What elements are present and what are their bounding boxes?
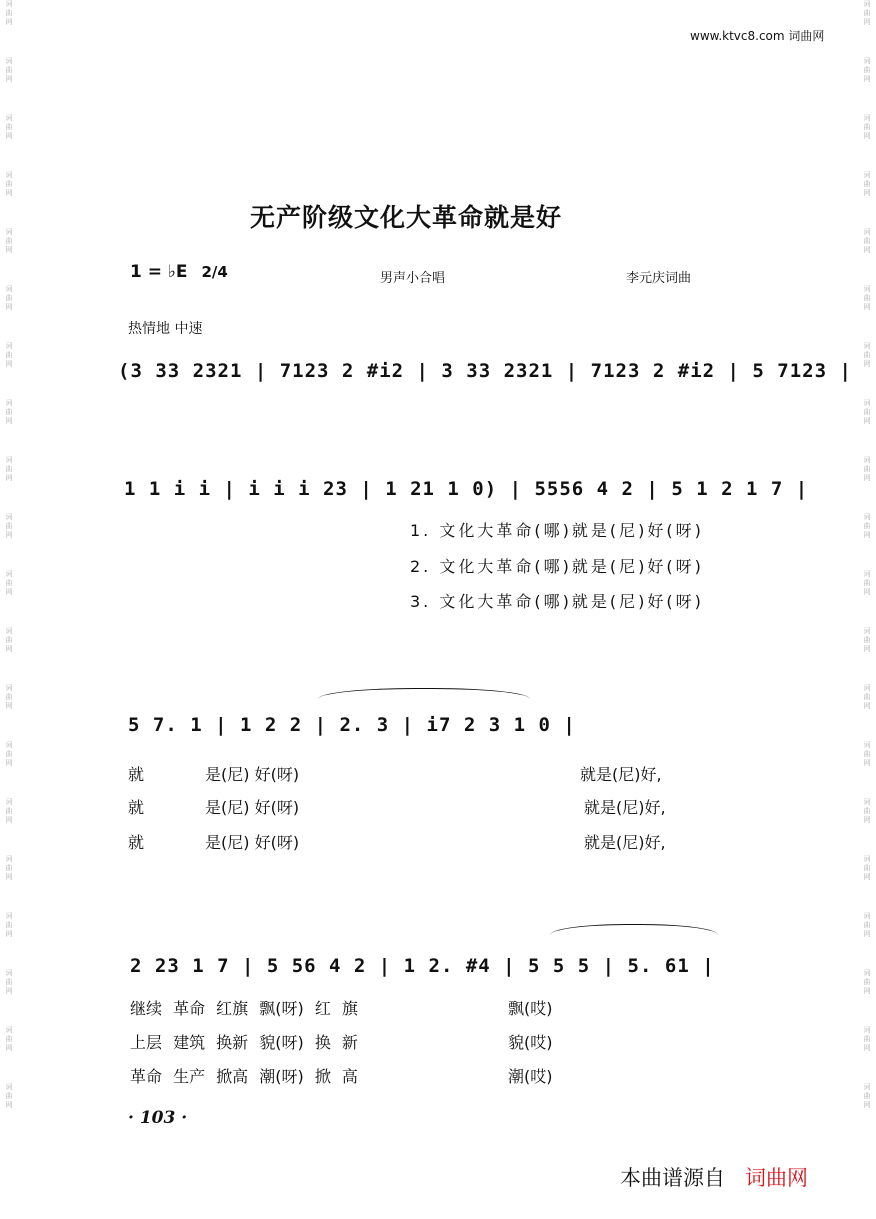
watermark-glyph: 词 曲 网 xyxy=(863,798,871,824)
watermark-glyph: 词 曲 网 xyxy=(5,798,13,824)
lyric-3-1-a: 继续 革命 红旗 飘(呀) 红 旗 xyxy=(130,999,358,1018)
watermark-glyph: 词 曲 网 xyxy=(5,969,13,995)
watermark-glyph: 词 曲 网 xyxy=(5,912,13,938)
watermark-glyph: 词 曲 网 xyxy=(863,741,871,767)
watermark-glyph: 词 曲 网 xyxy=(5,741,13,767)
watermark-glyph: 词 曲 网 xyxy=(5,285,13,311)
watermark-glyph: 词 曲 网 xyxy=(863,627,871,653)
lyric-2-2-a: 就 xyxy=(128,798,145,817)
site-url-text: www.ktvc8.com xyxy=(690,29,785,43)
watermark-glyph: 词 曲 网 xyxy=(863,513,871,539)
watermark-glyph: 词 曲 网 xyxy=(5,228,13,254)
watermark-glyph: 词 曲 网 xyxy=(863,1026,871,1052)
watermark-glyph: 词 曲 网 xyxy=(5,627,13,653)
watermark-glyph: 词 曲 网 xyxy=(863,57,871,83)
page-number: · 103 · xyxy=(128,1108,188,1128)
score-title: 无产阶级文化大革命就是好 xyxy=(250,203,563,232)
left-watermark-strip xyxy=(2,0,16,1219)
composer-credit: 李元庆词曲 xyxy=(626,271,692,286)
watermark-glyph: 词 曲 网 xyxy=(5,399,13,425)
watermark-glyph: 词 曲 网 xyxy=(5,1026,13,1052)
watermark-glyph: 词 曲 网 xyxy=(5,342,13,368)
footer-source-text: 本曲谱源自 xyxy=(620,1166,725,1190)
lyric-3-2-a: 上层 建筑 换新 貌(呀) 换 新 xyxy=(130,1033,358,1052)
watermark-glyph: 词 曲 网 xyxy=(863,1083,871,1109)
watermark-glyph: 词 曲 网 xyxy=(5,684,13,710)
watermark-glyph: 词 曲 网 xyxy=(863,285,871,311)
watermark-glyph: 词 曲 网 xyxy=(5,57,13,83)
lyric-2-1-b: 是(尼) 好(呀) xyxy=(205,765,300,784)
lyric-2-3-c: 就是(尼)好, xyxy=(584,833,666,852)
footer-credit[interactable] xyxy=(620,1162,808,1192)
lyric-2-1-a: 就 xyxy=(128,765,145,784)
watermark-glyph: 词 曲 网 xyxy=(863,228,871,254)
tempo-marking: 热情地 中速 xyxy=(128,321,203,337)
lyric-2-2-b: 是(尼) 好(呀) xyxy=(205,798,300,817)
watermark-glyph: 词 曲 网 xyxy=(5,171,13,197)
watermark-glyph: 词 曲 网 xyxy=(5,513,13,539)
watermark-glyph: 词 曲 网 xyxy=(863,114,871,140)
slur-mark xyxy=(318,688,530,699)
watermark-glyph: 词 曲 网 xyxy=(863,0,871,26)
key-signature xyxy=(130,262,228,282)
watermark-glyph: 词 曲 网 xyxy=(863,456,871,482)
watermark-glyph: 词 曲 网 xyxy=(863,399,871,425)
footer-brand[interactable]: 词曲网 xyxy=(745,1166,808,1190)
watermark-glyph: 词 曲 网 xyxy=(863,570,871,596)
lyric-2-3-a: 就 xyxy=(128,833,145,852)
lyric-3-3-b: 潮(哎) xyxy=(508,1067,553,1086)
lyric-3-3-a: 革命 生产 掀高 潮(呀) 掀 高 xyxy=(130,1067,358,1086)
watermark-glyph: 词 曲 网 xyxy=(863,969,871,995)
watermark-glyph: 词 曲 网 xyxy=(5,1083,13,1109)
lyric-2-2-c: 就是(尼)好, xyxy=(584,798,666,817)
lyric-3-1-b: 飘(哎) xyxy=(508,999,553,1018)
watermark-glyph: 词 曲 网 xyxy=(863,912,871,938)
staff-3: 5 7. 1 | 1 2 2 | 2. 3 | i7 2 3 1 0 | xyxy=(128,714,576,736)
staff-1: (3 33 2321 | 7123 2 #i2 | 3 33 2321 | 7123 2 #i2 | 5 7123 | xyxy=(118,360,852,382)
lyric-line-3: 3. 文化大革命(哪)就是(尼)好(呀) xyxy=(410,592,704,611)
watermark-glyph: 词 曲 网 xyxy=(5,0,13,26)
lyric-2-3-b: 是(尼) 好(呀) xyxy=(205,833,300,852)
watermark-glyph: 词 曲 网 xyxy=(863,855,871,881)
staff-4: 2 23 1 7 | 5 56 4 2 | 1 2. #4 | 5 5 5 | 5. 61 | xyxy=(130,955,715,977)
key-signature-text: 1 = ♭E xyxy=(130,262,188,282)
right-watermark-strip xyxy=(860,0,874,1219)
site-url[interactable] xyxy=(690,27,824,44)
watermark-glyph: 词 曲 网 xyxy=(5,855,13,881)
lyric-line-1: 1. 文化大革命(哪)就是(尼)好(呀) xyxy=(410,521,704,540)
staff-2: 1 1 i i | i i i 23 | 1 21 1 0) | 5556 4 2 | 5 1 2 1 7 | xyxy=(124,478,809,500)
watermark-glyph: 词 曲 网 xyxy=(863,684,871,710)
lyric-3-2-b: 貌(哎) xyxy=(508,1033,553,1052)
performance-type: 男声小合唱 xyxy=(380,271,446,286)
slur-mark-2 xyxy=(550,924,718,935)
watermark-glyph: 词 曲 网 xyxy=(5,570,13,596)
time-signature-text: 2/4 xyxy=(201,263,228,281)
watermark-glyph: 词 曲 网 xyxy=(5,114,13,140)
site-name-text: 词曲网 xyxy=(788,29,825,43)
lyric-line-2: 2. 文化大革命(哪)就是(尼)好(呀) xyxy=(410,557,704,576)
watermark-glyph: 词 曲 网 xyxy=(863,171,871,197)
watermark-glyph: 词 曲 网 xyxy=(5,456,13,482)
lyric-2-1-c: 就是(尼)好, xyxy=(580,765,662,784)
watermark-glyph: 词 曲 网 xyxy=(863,342,871,368)
